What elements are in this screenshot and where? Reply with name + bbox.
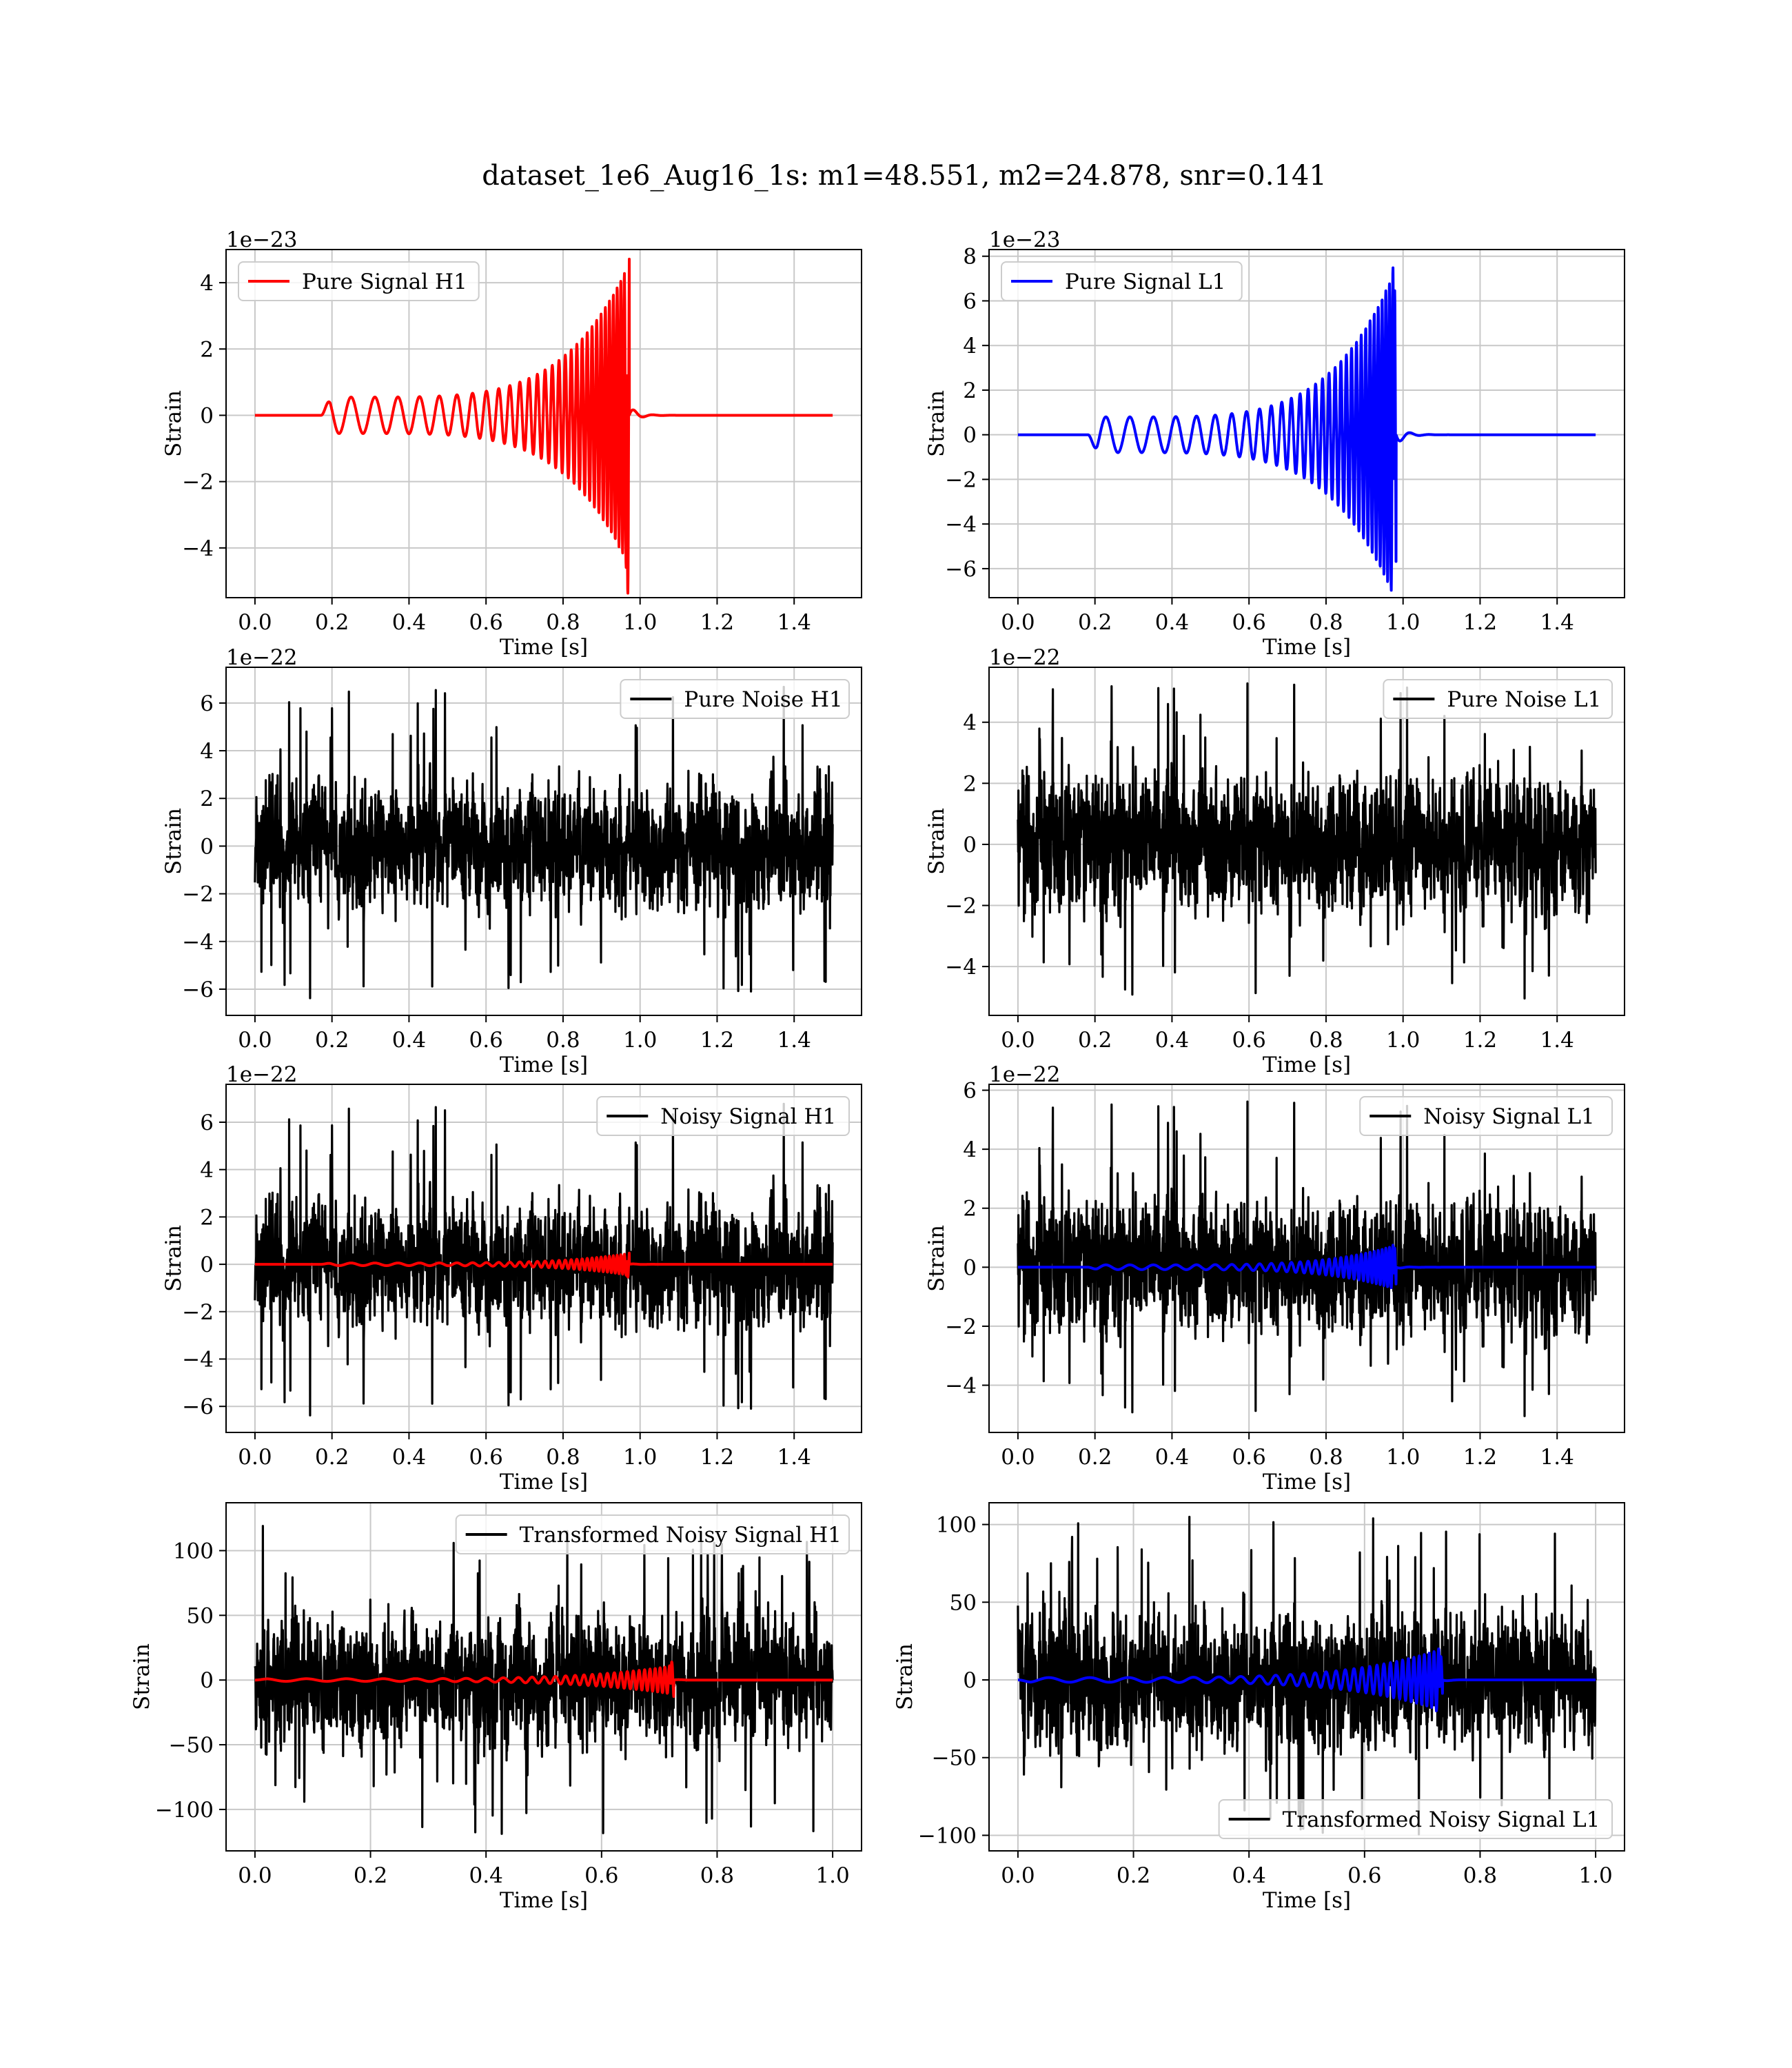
x-tick-label: 0.2 [315, 1445, 349, 1470]
legend-label: Transformed Noisy Signal H1 [519, 1523, 842, 1548]
x-tick-label: 0.6 [1232, 1028, 1266, 1053]
x-tick-label: 0.4 [1154, 1028, 1190, 1053]
x-tick-label: 0.4 [391, 1445, 427, 1470]
axis-offset-text: 1e−22 [989, 645, 1061, 670]
x-tick-label: 0.0 [238, 610, 272, 635]
x-axis-label: Time [s] [1262, 1053, 1352, 1077]
y-tick-label: 2 [963, 378, 977, 403]
series-line-0 [255, 259, 833, 594]
axis-offset-text: 1e−22 [989, 1062, 1061, 1087]
y-tick-label: −100 [917, 1823, 977, 1849]
axis-offset-text: 1e−23 [226, 227, 298, 252]
y-tick-label: −6 [182, 1395, 214, 1420]
y-tick-label: 4 [963, 710, 977, 736]
subplot-transformed-noisy-signal-h1 [130, 1503, 862, 1913]
y-tick-label: −4 [182, 1347, 214, 1372]
y-axis-label: Strain [893, 1643, 917, 1710]
y-tick-label: 4 [963, 1137, 977, 1163]
series-group [255, 1104, 833, 1415]
x-tick-label: 0.4 [391, 610, 427, 635]
y-tick-label: 2 [963, 1196, 977, 1221]
x-tick-label: 1.2 [700, 1445, 735, 1470]
y-axis-label: Strain [924, 1225, 949, 1292]
series-line-0 [1018, 1517, 1596, 1835]
y-tick-label: −4 [945, 955, 977, 980]
y-tick-label: 6 [963, 289, 977, 314]
x-tick-label: 0.6 [1232, 610, 1266, 635]
y-tick-label: 6 [200, 691, 214, 716]
x-tick-label: 0.4 [469, 1863, 503, 1888]
y-tick-label: −4 [182, 536, 214, 561]
y-tick-label: 0 [963, 1668, 977, 1694]
y-tick-label: −4 [182, 929, 214, 955]
y-tick-label: −100 [154, 1797, 214, 1823]
legend-label: Pure Noise H1 [684, 687, 843, 712]
x-tick-label: 0.8 [1309, 1445, 1343, 1470]
y-tick-label: −2 [182, 469, 214, 495]
y-tick-label: 2 [200, 337, 214, 363]
y-tick-label: 4 [200, 1157, 214, 1183]
series-group [255, 1526, 833, 1834]
legend [238, 262, 479, 301]
x-tick-label: 0.6 [584, 1863, 619, 1888]
x-tick-label: 1.4 [777, 1028, 811, 1053]
y-axis-label: Strain [924, 808, 949, 875]
axis-offset-text: 1e−23 [989, 227, 1061, 252]
y-tick-label: 100 [172, 1539, 214, 1564]
legend-label: Transformed Noisy Signal L1 [1282, 1807, 1600, 1832]
legend [1219, 1800, 1612, 1838]
x-axis-label: Time [s] [1262, 1888, 1352, 1913]
y-tick-label: 2 [963, 771, 977, 797]
x-tick-label: 0.2 [315, 1028, 349, 1053]
x-tick-label: 0.0 [1001, 1445, 1035, 1470]
x-tick-label: 0.6 [1232, 1445, 1266, 1470]
y-tick-label: 0 [963, 1255, 977, 1281]
x-tick-label: 0.8 [546, 1028, 580, 1053]
y-axis-label: Strain [161, 1225, 186, 1292]
y-tick-label: 0 [200, 403, 214, 429]
x-tick-label: 1.2 [1463, 610, 1498, 635]
x-tick-label: 1.4 [777, 1445, 811, 1470]
x-tick-label: 0.8 [1309, 610, 1343, 635]
x-tick-label: 0.4 [391, 1028, 427, 1053]
legend-label: Pure Signal L1 [1065, 270, 1226, 294]
x-axis-label: Time [s] [499, 635, 589, 660]
y-tick-label: −4 [945, 512, 977, 538]
x-axis-label: Time [s] [499, 1888, 589, 1913]
series-group [255, 259, 833, 594]
x-axis-label: Time [s] [499, 1470, 589, 1494]
y-tick-label: 100 [935, 1512, 977, 1538]
x-tick-label: 1.2 [1463, 1028, 1498, 1053]
subplot-grid [130, 227, 1625, 1913]
series-group [1018, 684, 1596, 999]
legend-label: Noisy Signal L1 [1423, 1104, 1595, 1129]
x-tick-label: 0.0 [238, 1028, 272, 1053]
legend [620, 680, 849, 718]
x-axis-label: Time [s] [1262, 1470, 1352, 1494]
y-tick-label: 0 [963, 423, 977, 448]
x-tick-label: 1.0 [623, 1028, 658, 1053]
y-tick-label: −6 [945, 556, 977, 582]
x-tick-label: 0.8 [546, 1445, 580, 1470]
x-tick-label: 0.2 [1116, 1863, 1151, 1888]
legend [1383, 680, 1612, 718]
legend-label: Noisy Signal H1 [660, 1104, 837, 1129]
y-tick-label: 0 [200, 1253, 214, 1278]
y-tick-label: −2 [182, 1299, 214, 1325]
y-tick-label: 50 [949, 1590, 977, 1616]
x-tick-label: 0.0 [238, 1863, 272, 1888]
x-tick-label: 0.4 [1154, 1445, 1190, 1470]
y-axis-label: Strain [924, 390, 949, 457]
x-tick-label: 0.6 [469, 1445, 503, 1470]
x-tick-label: 1.0 [1578, 1863, 1613, 1888]
series-group [1018, 268, 1596, 591]
legend [456, 1515, 849, 1554]
x-tick-label: 1.0 [815, 1863, 850, 1888]
x-tick-label: 0.8 [1309, 1028, 1343, 1053]
x-tick-label: 0.8 [700, 1863, 735, 1888]
x-tick-label: 0.2 [1078, 1445, 1112, 1470]
y-tick-label: 2 [200, 1205, 214, 1230]
x-axis-label: Time [s] [1262, 635, 1352, 660]
x-tick-label: 1.0 [623, 610, 658, 635]
series-line-0 [1018, 268, 1596, 591]
y-tick-label: −2 [182, 882, 214, 907]
series-line-0 [255, 1104, 833, 1415]
axis-offset-text: 1e−22 [226, 1062, 298, 1087]
x-tick-label: 0.6 [469, 610, 503, 635]
y-tick-label: 2 [200, 787, 214, 812]
series-group [255, 687, 833, 999]
subplot-pure-signal-l1 [924, 227, 1625, 660]
x-tick-label: 0.0 [1001, 1863, 1035, 1888]
x-tick-label: 1.2 [700, 1028, 735, 1053]
x-tick-label: 0.2 [1078, 610, 1112, 635]
figure-title: dataset_1e6_Aug16_1s: m1=48.551, m2=24.878, snr=0.141 [482, 160, 1327, 192]
y-tick-label: −4 [945, 1373, 977, 1399]
x-tick-label: 0.6 [469, 1028, 503, 1053]
legend [1360, 1097, 1612, 1135]
x-tick-label: 1.2 [1463, 1445, 1498, 1470]
y-axis-label: Strain [161, 808, 186, 875]
series-line-0 [1018, 684, 1596, 999]
x-tick-label: 0.0 [1001, 610, 1035, 635]
x-tick-label: 0.8 [546, 610, 580, 635]
y-tick-label: 4 [963, 334, 977, 359]
y-tick-label: −2 [945, 467, 977, 493]
y-axis-label: Strain [130, 1643, 154, 1710]
x-tick-label: 0.6 [1347, 1863, 1382, 1888]
x-tick-label: 0.4 [1154, 610, 1190, 635]
legend-label: Pure Signal H1 [302, 270, 467, 294]
y-tick-label: 0 [200, 834, 214, 860]
x-tick-label: 0.8 [1463, 1863, 1498, 1888]
x-tick-label: 0.2 [315, 610, 349, 635]
subplot-pure-signal-h1 [161, 227, 862, 660]
x-tick-label: 0.4 [1232, 1863, 1266, 1888]
y-tick-label: −50 [931, 1745, 977, 1771]
y-tick-label: 0 [200, 1668, 214, 1694]
series-group [1018, 1517, 1596, 1835]
x-tick-label: 1.0 [1386, 1445, 1421, 1470]
x-tick-label: 0.2 [1078, 1028, 1112, 1053]
legend [1001, 262, 1242, 301]
subplot-noisy-signal-h1 [161, 1062, 862, 1494]
axis-offset-text: 1e−22 [226, 645, 298, 670]
x-tick-label: 0.0 [238, 1445, 272, 1470]
x-tick-label: 1.4 [1540, 1445, 1574, 1470]
y-tick-label: −2 [945, 1314, 977, 1339]
x-tick-label: 1.4 [777, 610, 811, 635]
x-axis-label: Time [s] [499, 1053, 589, 1077]
y-tick-label: 8 [963, 244, 977, 270]
y-tick-label: 4 [200, 271, 214, 296]
y-axis-label: Strain [161, 390, 186, 457]
y-tick-label: 6 [200, 1110, 214, 1135]
x-tick-label: 0.2 [353, 1863, 388, 1888]
y-tick-label: −6 [182, 977, 214, 1002]
x-tick-label: 0.0 [1001, 1028, 1035, 1053]
subplot-pure-noise-l1 [924, 645, 1625, 1077]
subplot-pure-noise-h1 [161, 645, 862, 1077]
y-tick-label: 4 [200, 739, 214, 764]
subplot-noisy-signal-l1 [924, 1062, 1625, 1494]
x-tick-label: 1.0 [1386, 610, 1421, 635]
legend-label: Pure Noise L1 [1447, 687, 1602, 712]
y-tick-label: −2 [945, 893, 977, 919]
x-tick-label: 1.4 [1540, 1028, 1574, 1053]
y-tick-label: 6 [963, 1078, 977, 1104]
x-tick-label: 1.0 [623, 1445, 658, 1470]
y-tick-label: 50 [186, 1603, 214, 1629]
x-tick-label: 1.0 [1386, 1028, 1421, 1053]
series-line-0 [255, 687, 833, 999]
legend [597, 1097, 849, 1135]
x-tick-label: 1.2 [700, 610, 735, 635]
subplot-transformed-noisy-signal-l1 [893, 1503, 1625, 1913]
x-tick-label: 1.4 [1540, 610, 1574, 635]
y-tick-label: −50 [168, 1733, 214, 1758]
y-tick-label: 0 [963, 832, 977, 858]
